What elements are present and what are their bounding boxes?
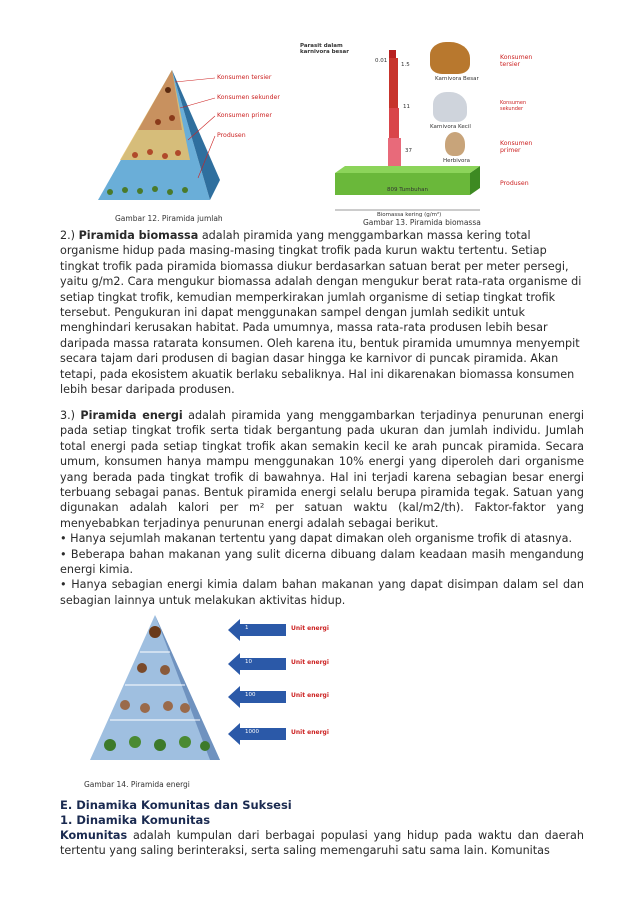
arrow-unit-100: Unit energi bbox=[291, 692, 329, 699]
para2-text: adalah piramida yang menggambarkan massa kering total organisme hidup pada masing-masing tingkat trofik pada kurun waktu tertentu. Setiap tingkat trofik pada piramida biomassa diukur berdasarkan satuan berat per meter persegi, yaitu g/m2. Cara mengukur biomassa adalah dengan mengukur berat rata-rata organisme di setiap tingkat trofik, kemudian memperkirakan jumlah organisme di setiap tingkat trofik tersebut. Pengukuran ini dapat menggunakan sampel dengan jumlah sedikit untuk menghindari kerusakan habitat. Pada umumnya, massa rata-rata produsen lebih besar daripada massa ratarata konsumen. Oleh karena itu, bentuk piramida umumnya menyempit secara tajam dari produsen di bagian dasar hingga ke karnivor di puncak piramida. Akan tetapi, pada ekosistem akuatik berlaku sebaliknya. Hal ini dikarenakan biomassa konsumen lebih besar daripada produsen. bbox=[60, 229, 582, 397]
arrow-value-100: 100 bbox=[245, 692, 256, 698]
arrow-unit-10: Unit energi bbox=[291, 659, 329, 666]
label-produsen-2: Produsen bbox=[500, 180, 529, 187]
axis-label: Biomassa kering (g/m²) bbox=[377, 212, 442, 218]
figure-pyramid-biomass bbox=[295, 40, 585, 225]
figure-13-caption: Gambar 13. Piramida biomassa bbox=[363, 218, 481, 227]
para2-term: Piramida biomassa bbox=[78, 229, 199, 242]
label-produsen: Produsen bbox=[217, 132, 246, 139]
lion-icon bbox=[430, 42, 470, 74]
paragraph-komunitas bbox=[60, 828, 584, 859]
label-konsumen-tersier-2: Konsumen tersier bbox=[500, 54, 533, 68]
label-konsumen-tersier: Konsumen tersier bbox=[217, 74, 272, 81]
para3-text: adalah piramida yang menggambarkan terjadinya penurunan energi pada setiap tingkat trofik serta tidak bergantung pada ukuran dan jumlah individu. Jumlah total energi pada setiap tingkat trofik akan semakin kecil ke arah puncak piramida. Secara umum, konsumen hanya mampu menggunakan 10% energi yang diperoleh dari organisme yang berada pada tingkat trofik di bawahnya. Hal ini terjadi karena sebagian besar energi terbuang sebagai panas. Bentuk piramida energi selalu berupa piramida tegak. Satuan yang digunakan adalah kalori per m² per satuan waktu (kal/m2/th). Faktor-faktor yang menyebabkan terjadinya penurunan energi adalah sebagai berikut. bbox=[60, 409, 585, 530]
para2-number: 2.) bbox=[60, 229, 76, 242]
karnivora-kecil-label: Karnivora Kecil bbox=[430, 124, 471, 130]
value-1-5: 1.5 bbox=[401, 62, 410, 68]
energy-pyramid-illustration bbox=[80, 610, 230, 770]
wolf-icon bbox=[433, 92, 467, 122]
bullet-item: • Hanya sebagian energi kimia dalam bahan makanan yang dapat disimpan dalam sel dan sebagian lainnya untuk melakukan aktivitas hidup. bbox=[60, 578, 584, 607]
karnivora-besar-label: Karnivora Besar bbox=[435, 76, 479, 82]
arrow-value-10: 10 bbox=[245, 659, 252, 665]
figure-14-caption: Gambar 14. Piramida energi bbox=[84, 780, 190, 789]
section-title: E. Dinamika Komunitas dan Suksesi bbox=[60, 798, 292, 812]
arrow-value-1: 1 bbox=[245, 625, 249, 631]
label-konsumen-primer-2: Konsumen primer bbox=[500, 140, 533, 154]
herbivora-label: Herbivora bbox=[443, 158, 471, 164]
figure-pyramid-numbers bbox=[80, 60, 280, 225]
para3-number: 3.) bbox=[60, 409, 76, 422]
energy-arrows bbox=[228, 610, 328, 760]
value-37: 37 bbox=[405, 148, 412, 154]
parasite-label: Parasit dalam karnivora besar bbox=[300, 43, 349, 55]
para3-term: Piramida energi bbox=[80, 409, 183, 422]
label-konsumen-sekunder-2: Konsumen sekunder bbox=[500, 100, 527, 112]
label-konsumen-sekunder: Konsumen sekunder bbox=[217, 94, 280, 101]
figure-pyramid-energy bbox=[80, 610, 330, 795]
value-0-01: 0.01 bbox=[375, 58, 388, 64]
komunitas-term: Komunitas bbox=[60, 829, 128, 842]
value-11: 11 bbox=[403, 104, 410, 110]
figure-12-caption: Gambar 12. Piramida jumlah bbox=[115, 214, 223, 223]
paragraph-energy bbox=[60, 408, 584, 608]
value-809: 809 Tumbuhan bbox=[387, 187, 428, 193]
subsection-title: 1. Dinamika Komunitas bbox=[60, 813, 211, 827]
arrow-unit-1000: Unit energi bbox=[291, 729, 329, 736]
bullet-item: • Beberapa bahan makanan yang sulit dicerna dibuang dalam keadaan masih mengandung energi kimia. bbox=[60, 547, 584, 577]
komunitas-text: adalah kumpulan dari berbagai populasi yang hidup pada waktu dan daerah tertentu yang saling berinteraksi, serta saling memengaruhi satu sama lain. Komunitas bbox=[60, 829, 584, 858]
paragraph-biomass bbox=[60, 228, 584, 397]
rabbit-icon bbox=[445, 132, 465, 156]
arrow-value-1000: 1000 bbox=[245, 729, 259, 735]
pyramid-numbers-illustration bbox=[80, 60, 280, 225]
bullet-item: • Hanya sejumlah makanan tertentu yang dapat dimakan oleh organisme trofik di atasnya. bbox=[60, 532, 573, 546]
arrow-unit-1: Unit energi bbox=[291, 625, 329, 632]
label-konsumen-primer: Konsumen primer bbox=[217, 112, 272, 119]
